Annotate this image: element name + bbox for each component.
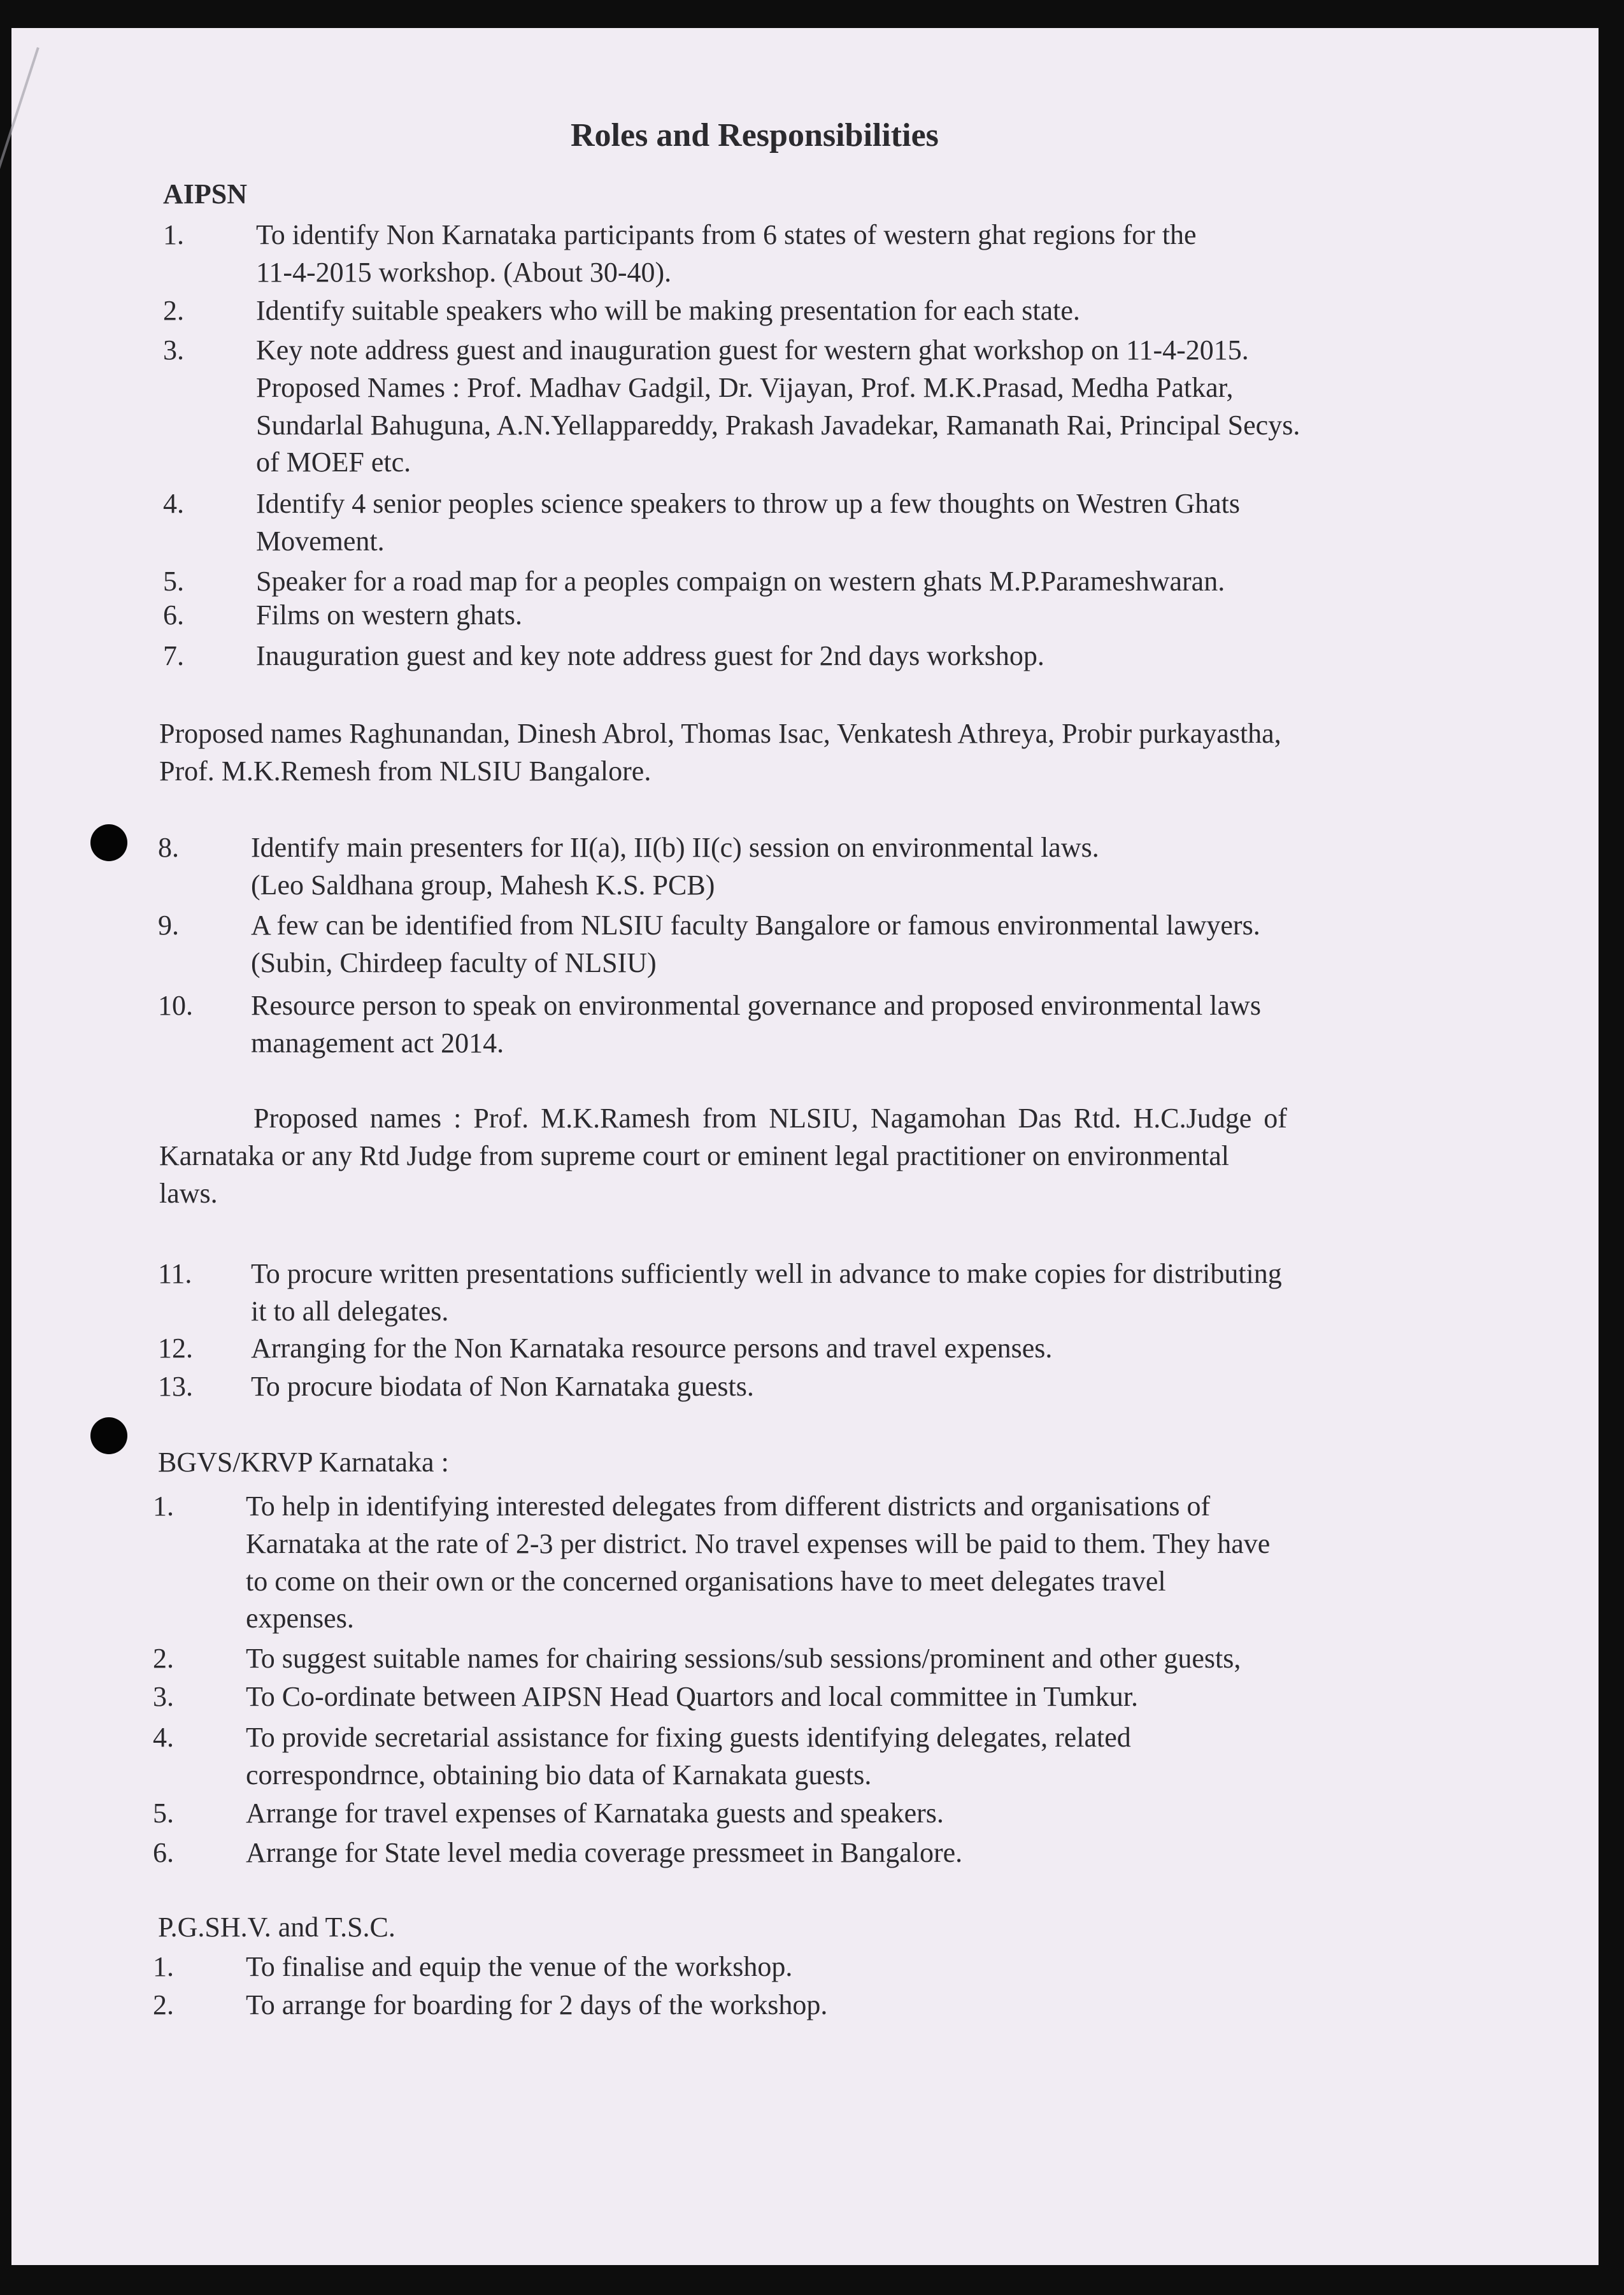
document-page — [11, 28, 1599, 2265]
list-item-text: 11-4-2015 workshop. (About 30-40). — [256, 256, 672, 288]
list-item-text: To suggest suitable names for chairing sessions/sub sessions/prominent and other guests, — [246, 1643, 1241, 1674]
list-item-number: 8. — [158, 832, 179, 863]
section-heading: P.G.SH.V. and T.S.C. — [158, 1912, 395, 1943]
list-item-text: Movement. — [256, 525, 385, 557]
list-item — [153, 1948, 792, 1986]
list-item — [158, 1368, 754, 1406]
list-item-number: 5. — [153, 1798, 174, 1829]
list-item-text: Films on western ghats. — [256, 599, 522, 631]
list-item-text: To procure written presentations sufficiently well in advance to make copies for distributing — [251, 1258, 1282, 1289]
punch-hole — [90, 1417, 127, 1454]
list-item-text: of MOEF etc. — [256, 447, 411, 478]
list-item-text: Sundarlal Bahuguna, A.N.Yellappareddy, Prakash Javadekar, Ramanath Rai, Principal Secys. — [256, 409, 1300, 441]
list-item — [158, 1255, 1282, 1331]
list-item-text: Identify suitable speakers who will be making presentation for each state. — [256, 295, 1080, 326]
list-item-number: 6. — [153, 1837, 174, 1868]
list-item-text: management act 2014. — [251, 1027, 504, 1059]
list-item-number: 4. — [153, 1722, 174, 1753]
list-item-text: Arrange for travel expenses of Karnataka guests and speakers. — [246, 1798, 944, 1829]
list-item-number: 1. — [153, 1951, 174, 1982]
list-item-text: correspondrnce, obtaining bio data of Karnakata guests. — [246, 1759, 872, 1791]
list-item-number: 7. — [163, 640, 184, 671]
list-item-number: 11. — [158, 1258, 192, 1289]
list-item-number: 6. — [163, 599, 184, 631]
list-item-text: To Co-ordinate between AIPSN Head Quartors and local committee in Tumkur. — [246, 1681, 1139, 1712]
list-item-number: 2. — [153, 1643, 174, 1674]
list-item-text: To help in identifying interested delegates from different districts and organisations of — [246, 1491, 1211, 1522]
list-item — [163, 563, 1225, 601]
list-item-number: 12. — [158, 1333, 193, 1364]
list-item — [153, 1488, 1270, 1638]
list-item-text: To procure biodata of Non Karnataka guests. — [251, 1371, 754, 1402]
list-item-text: To identify Non Karnataka participants from 6 states of western ghat regions for the — [256, 219, 1197, 250]
list-item-text: Resource person to speak on environmental governance and proposed environmental laws — [251, 990, 1261, 1021]
list-item — [153, 1719, 1131, 1794]
list-item — [163, 292, 1080, 330]
list-item — [158, 987, 1261, 1062]
list-item-text: Speaker for a road map for a peoples compaign on western ghats M.P.Parameshwaran. — [256, 566, 1225, 597]
section-heading: AIPSN — [163, 178, 248, 210]
punch-hole — [90, 824, 127, 861]
list-item-text: to come on their own or the concerned organisations have to meet delegates travel — [246, 1565, 1166, 1597]
paragraph-line: Karnataka or any Rtd Judge from supreme court or eminent legal practitioner on environmental — [159, 1140, 1229, 1171]
list-item-number: 2. — [153, 1989, 174, 2020]
list-item-number: 9. — [158, 910, 179, 941]
paragraph-line: Prof. M.K.Remesh from NLSIU Bangalore. — [159, 755, 652, 787]
list-item-text: Identify main presenters for II(a), II(b) II(c) session on environmental laws. — [251, 832, 1099, 863]
list-item-text: (Leo Saldhana group, Mahesh K.S. PCB) — [251, 869, 715, 901]
list-item-number: 10. — [158, 990, 193, 1021]
list-item — [153, 1987, 827, 2024]
list-item-number: 3. — [163, 334, 184, 366]
list-item — [158, 829, 1099, 904]
list-item — [163, 485, 1240, 561]
list-item-number: 3. — [153, 1681, 174, 1712]
list-item-number: 1. — [163, 219, 184, 250]
list-item-text: Proposed Names : Prof. Madhav Gadgil, Dr. Vijayan, Prof. M.K.Prasad, Medha Patkar, — [256, 371, 1234, 403]
document-title: Roles and Responsibilities — [571, 117, 939, 154]
list-item-number: 5. — [163, 566, 184, 597]
list-item — [153, 1640, 1241, 1678]
paragraph — [159, 715, 1281, 790]
paragraph — [159, 1100, 1287, 1212]
list-item-text: it to all delegates. — [251, 1295, 449, 1327]
list-item-number: 13. — [158, 1371, 193, 1402]
list-item-text: A few can be identified from NLSIU faculty Bangalore or famous environmental lawyers. — [251, 910, 1260, 941]
list-item — [163, 217, 1197, 292]
list-item-text: Arranging for the Non Karnataka resource persons and travel expenses. — [251, 1333, 1053, 1364]
list-item-text: expenses. — [246, 1603, 354, 1634]
list-item-text: Inauguration guest and key note address guest for 2nd days workshop. — [256, 640, 1044, 671]
section-heading: BGVS/KRVP Karnataka : — [158, 1447, 449, 1478]
list-item-number: 4. — [163, 488, 184, 519]
list-item-text: To provide secretarial assistance for fixing guests identifying delegates, related — [246, 1722, 1131, 1753]
list-item-text: Key note address guest and inauguration guest for western ghat workshop on 11-4-2015. — [256, 334, 1249, 366]
list-item — [153, 1678, 1138, 1716]
list-item-text: (Subin, Chirdeep faculty of NLSIU) — [251, 947, 657, 978]
list-item-number: 2. — [163, 295, 184, 326]
list-item — [163, 638, 1044, 675]
paragraph-line: laws. — [159, 1177, 218, 1209]
list-item-number: 1. — [153, 1491, 174, 1522]
list-item — [163, 597, 522, 634]
list-item — [158, 907, 1260, 982]
list-item — [153, 1834, 962, 1872]
list-item-text: Arrange for State level media coverage pressmeet in Bangalore. — [246, 1837, 963, 1868]
list-item — [153, 1795, 944, 1833]
list-item-text: Identify 4 senior peoples science speakers to throw up a few thoughts on Westren Ghats — [256, 488, 1241, 519]
list-item-text: To finalise and equip the venue of the workshop. — [246, 1951, 793, 1982]
list-item — [158, 1330, 1052, 1368]
list-item — [163, 332, 1300, 482]
paragraph-line: Proposed names Raghunandan, Dinesh Abrol, Thomas Isac, Venkatesh Athreya, Probir purkayastha, — [159, 718, 1281, 749]
list-item-text: To arrange for boarding for 2 days of the workshop. — [246, 1989, 828, 2020]
list-item-text: Karnataka at the rate of 2-3 per district. No travel expenses will be paid to them. They have — [246, 1527, 1271, 1559]
pencil-mark — [0, 47, 39, 248]
paragraph-line: Proposed names : Prof. M.K.Ramesh from NLSIU, Nagamohan Das Rtd. H.C.Judge of — [253, 1103, 1287, 1134]
